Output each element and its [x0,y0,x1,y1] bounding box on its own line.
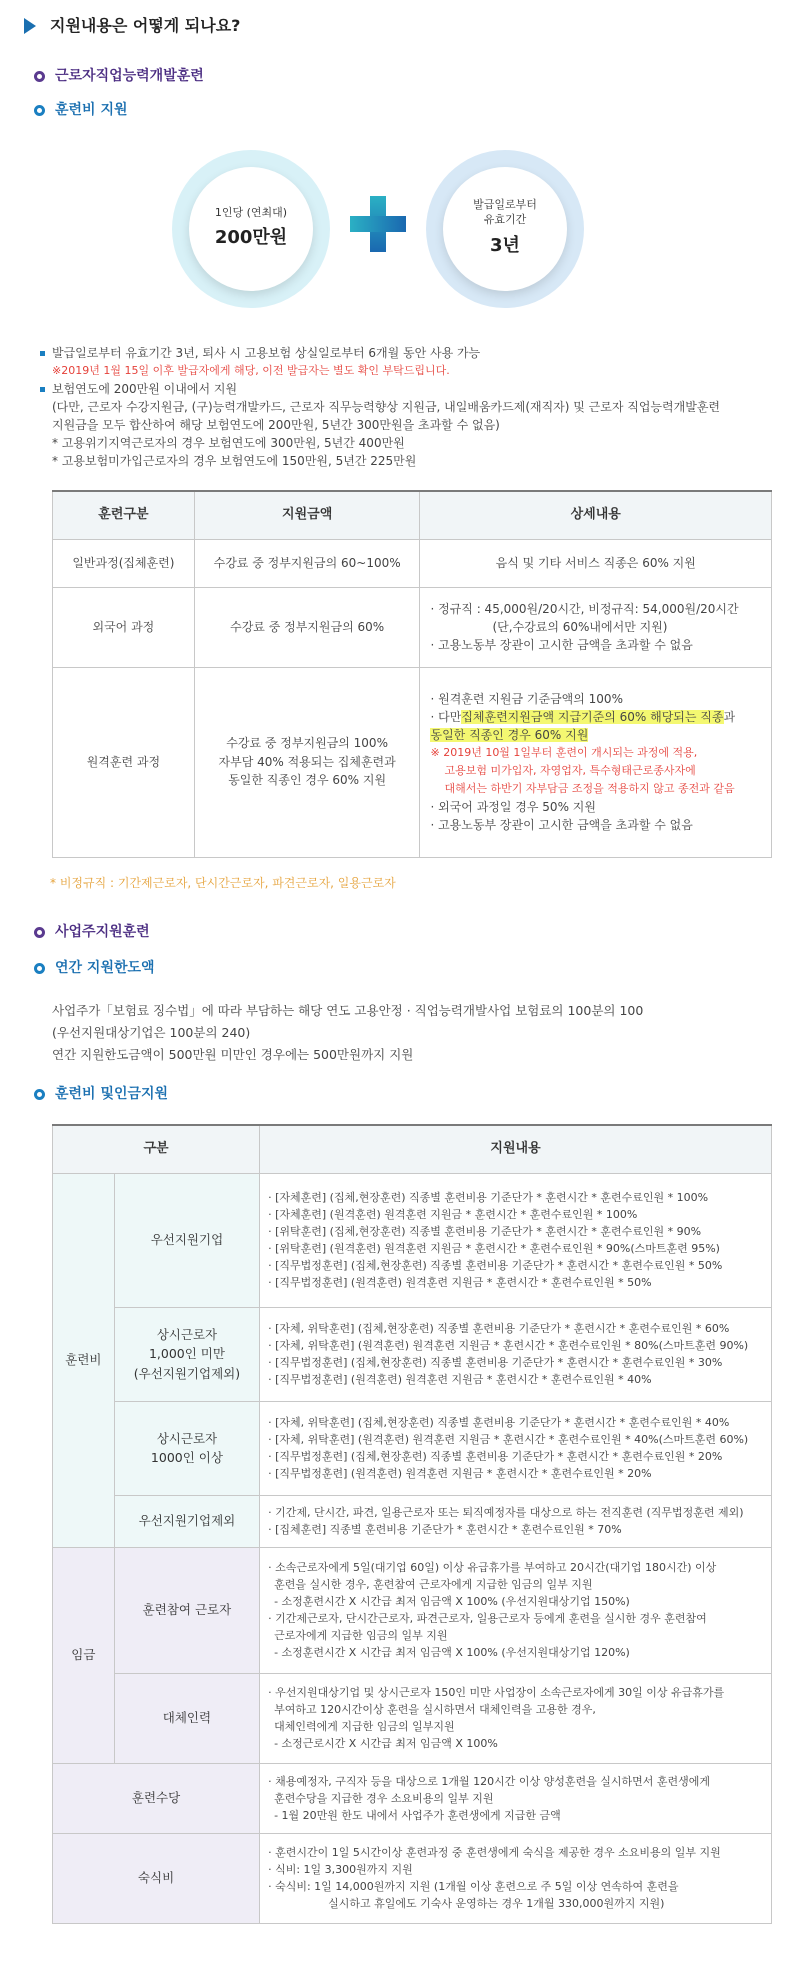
detail: · 정규직 : 45,000원/20시간, 비정규직: 54,000원/20시간 (단,수강료의 60%내에서만 지원) · 고용노동부 장관이 고시한 금액을 초과할 수 없음 [420,587,772,667]
fee-notes [40,344,780,470]
training-type: 일반과정(집체훈련) [53,539,195,587]
row-content: · 기간제, 단시간, 파견, 일용근로자 또는 퇴직예정자를 대상으로 하는 전직훈련 (직무법정훈련 제외) · [집체훈련] 직종별 훈련비용 기준단가 * 훈련시간 * 훈련수료인원 * 70% [260,1495,772,1547]
detail: · 원격훈련 지원금 기준금액의 100% · 다만집체훈련지원금액 지급기준의 60% 해당되는 직종과 동일한 직종인 경우 60% 지원 ※ 2019년 10월 1일부터 훈련이 개시되는 과정에 적용, 고용보험 미가입자, 자영업자, 특수형태근로종사자에 대해서는 하반기 자부담금 조정을 적용하지 않고 종전과 같음 · 외국어 과정일 경우 50% 지원 · 고용노동부 장관이 고시한 금액을 초과할 수 없음 [420,667,772,857]
circle-bullet-icon [34,71,45,82]
section-title: 사업주지원훈련 [55,924,150,940]
page-heading [24,14,240,39]
section-employer-training [34,922,150,944]
support-amount: 수강료 중 정부지원금의 100% 자부담 40% 적용되는 집체훈련과 동일한 직종인 경우 60% 지원 [194,667,420,857]
validity-label-1: 발급일로부터 [473,198,537,212]
row-label: 숙식비 [53,1833,260,1923]
table-row [53,1547,772,1673]
support-amount: 수강료 중 정부지원금의 60~100% [194,539,420,587]
section-title: 훈련비 및인금지원 [55,1086,169,1102]
circle-bullet-icon [34,105,45,116]
note-sub: * 고용위기지역근로자의 경우 보험연도에 300만원, 5년간 400만원 [52,436,405,450]
circle-bullet-icon [34,963,45,974]
table-row [53,1173,772,1307]
row-label: 상시근로자 1,000인 미만 (우선지원기업제외) [114,1307,259,1401]
validity-circle [426,150,584,308]
row-content: · [자체, 위탁훈련] (집체,현장훈련) 직종별 훈련비용 기준단가 * 훈련시간 * 훈련수료인원 * 60% · [자체, 위탁훈련] (원격훈련) 원격훈련 지원금 * 훈련시간 * 훈련수료인원 * 80%(스마트훈련 90%) · [직무법정훈련] (집체,현장훈련) 직종별 훈련비용 기준단가 * 훈련시간 * 훈련수료인원 * 30% · [직무법정훈련] (원격훈련) 원격훈련 지원금 * 훈련시간 * 훈련수료인원 * 40% [260,1307,772,1401]
row-label: 훈련참여 근로자 [114,1547,259,1673]
row-content: · 소속근로자에게 5일(대기업 60일) 이상 유급휴가를 부여하고 20시간(대기업 180시간) 이상 훈련을 실시한 경우, 훈련참여 근로자에게 지급한 임금의 일부 지원 - 소정훈련시간 X 시간급 최저 임금액 X 100% (우선지원대상기업 150%) · 기간제근로자, 단시간근로자, 파견근로자, 일용근로자 등에게 훈련을 실시한 경우 훈련참여 근로자에게 지급한 임금의 일부 지원 - 소정훈련시간 X 시간급 최저 임금액 X 100% (우선지원대상기업 120%) [260,1547,772,1673]
fee-wage-table [52,1124,772,1924]
table-row [53,667,772,857]
note-detail: (다만, 근로자 수강지원금, (구)능력개발카드, 근로자 직무능력향상 지원금, 내일배움카드제(재직자) 및 근로자 직업능력개발훈련 [52,400,721,414]
section-fee-wage [34,1084,168,1106]
training-fee-table [52,490,772,858]
table-row [53,539,772,587]
note-sub: * 고용보험미가입근로자의 경우 보험연도에 150만원, 5년간 225만원 [52,454,417,468]
page-title: 지원내용은 어떻게 되나요? [50,16,241,35]
row-content: · 훈련시간이 1일 5시간이상 훈련과정 중 훈련생에게 숙식을 제공한 경우 소요비용의 일부 지원 · 식비: 1일 3,300원까지 지원 · 숙식비: 1일 14,000원까지 지원 (1개월 이상 훈련으로 주 5일 이상 연속하여 훈련을 실시하고 휴일에도 기숙사 운영하는 경우 1개월 330,000원까지 지원) [260,1833,772,1923]
annual-limit-text: 사업주가「보험료 징수법」에 따라 부담하는 해당 연도 고용안정 · 직업능력개발사업 보험료의 100분의 100 (우선지원대상기업은 100분의 240) 연간 지원한도금액이 500만원 미만인 경우에는 500만원까지 지원 [52,1003,644,1062]
row-content: · [자체훈련] (집체,현장훈련) 직종별 훈련비용 기준단가 * 훈련시간 * 훈련수료인원 * 100% · [자체훈련] (원격훈련) 원격훈련 지원금 * 훈련시간 * 훈련수료인원 * 100% · [위탁훈련] (집체,현장훈련) 직종별 훈련비용 기준단가 * 훈련시간 * 훈련수료인원 * 90% · [위탁훈련] (원격훈련) 원격훈련 지원금 * 훈련시간 * 훈련수료인원 * 90%(스마트훈련 95%) · [직무법정훈련] (집체,현장훈련) 직종별 훈련비용 기준단가 * 훈련시간 * 훈련수료인원 * 50% · [직무법정훈련] (원격훈련) 원격훈련 지원금 * 훈련시간 * 훈련수료인원 * 50% [260,1173,772,1307]
highlight-text: 집체훈련지원금액 지급기준의 60% 해당되는 직종 [461,710,724,724]
row-content: · [자체, 위탁훈련] (집체,현장훈련) 직종별 훈련비용 기준단가 * 훈련시간 * 훈련수료인원 * 40% · [자체, 위탁훈련] (원격훈련) 원격훈련 지원금 * 훈련시간 * 훈련수료인원 * 40%(스마트훈련 60%) · [직무법정훈련] (집체,현장훈련) 직종별 훈련비용 기준단가 * 훈련시간 * 훈련수료인원 * 20% · [직무법정훈련] (원격훈련) 원격훈련 지원금 * 훈련시간 * 훈련수료인원 * 20% [260,1401,772,1495]
support-amount: 수강료 중 정부지원금의 60% [194,587,420,667]
note-detail: 지원금을 모두 합산하여 해당 보험연도에 200만원, 5년간 300만원을 초과할 수 없음) [52,418,500,432]
note-warning: ※2019년 1월 15일 이후 발급자에게 해당, 이전 발급자는 별도 확인 부탁드립니다. [52,364,450,377]
table-row [53,1673,772,1763]
circle-bullet-icon [34,927,45,938]
circle-bullet-icon [34,1089,45,1100]
section-training-fee [34,100,128,122]
row-label: 대체인력 [114,1673,259,1763]
amount-circle [172,150,330,308]
column-header: 구분 [53,1125,260,1173]
table-row [53,587,772,667]
highlight-text: 동일한 직종인 경우 60% 지원 [430,728,589,742]
table-row [53,1833,772,1923]
row-label: 훈련수당 [53,1763,260,1833]
table-row [53,1495,772,1547]
category-wage: 임금 [53,1547,115,1763]
detail: 음식 및 기타 서비스 직종은 60% 지원 [420,539,772,587]
amount-label: 1인당 (연최대) [214,205,288,219]
table-row [53,1307,772,1401]
amount-value: 200만원 [214,227,288,249]
column-header: 지원금액 [194,491,420,539]
table-row [53,1401,772,1495]
column-header: 상세내용 [420,491,772,539]
row-label: 우선지원기업제외 [114,1495,259,1547]
section-annual-limit [34,958,155,980]
training-type: 외국어 과정 [53,587,195,667]
table-header-row [53,491,772,539]
column-header: 훈련구분 [53,491,195,539]
triangle-bullet-icon [24,18,36,34]
column-header: 지원내용 [260,1125,772,1173]
table-header-row [53,1125,772,1173]
note-item: 발급일로부터 유효기간 3년, 퇴사 시 고용보험 상실일로부터 6개월 동안 사용 가능 [40,344,780,362]
row-label: 우선지원기업 [114,1173,259,1307]
note-item: 보험연도에 200만원 이내에서 지원 [40,380,780,398]
section-title: 근로자직업능력개발훈련 [55,68,204,84]
plus-icon [350,196,406,252]
validity-value: 3년 [490,234,520,256]
section-title: 훈련비 지원 [55,102,128,118]
footnote: * 비정규직 : 기간제근로자, 단시간근로자, 파견근로자, 일용근로자 [50,876,396,890]
row-content: · 채용예정자, 구직자 등을 대상으로 1개월 120시간 이상 양성훈련을 실시하면서 훈련생에게 훈련수당을 지급한 경우 소요비용의 일부 지원 - 1월 20만원 한도 내에서 사업주가 훈련생에게 지급한 금액 [260,1763,772,1833]
training-type: 원격훈련 과정 [53,667,195,857]
section-worker-training [34,66,204,88]
table-row [53,1763,772,1833]
validity-label-2: 유효기간 [483,213,527,227]
row-label: 상시근로자 1000인 이상 [114,1401,259,1495]
category-fee: 훈련비 [53,1173,115,1547]
row-content: · 우선지원대상기업 및 상시근로자 150인 미만 사업장이 소속근로자에게 30일 이상 유급휴가를 부여하고 120시간이상 훈련을 실시하면서 대체인력을 고용한 경우, 대체인력에게 지급한 임금의 일부지원 - 소정근로시간 X 시간급 최저 임금액 X 100% [260,1673,772,1763]
section-title: 연간 지원한도액 [55,960,155,976]
